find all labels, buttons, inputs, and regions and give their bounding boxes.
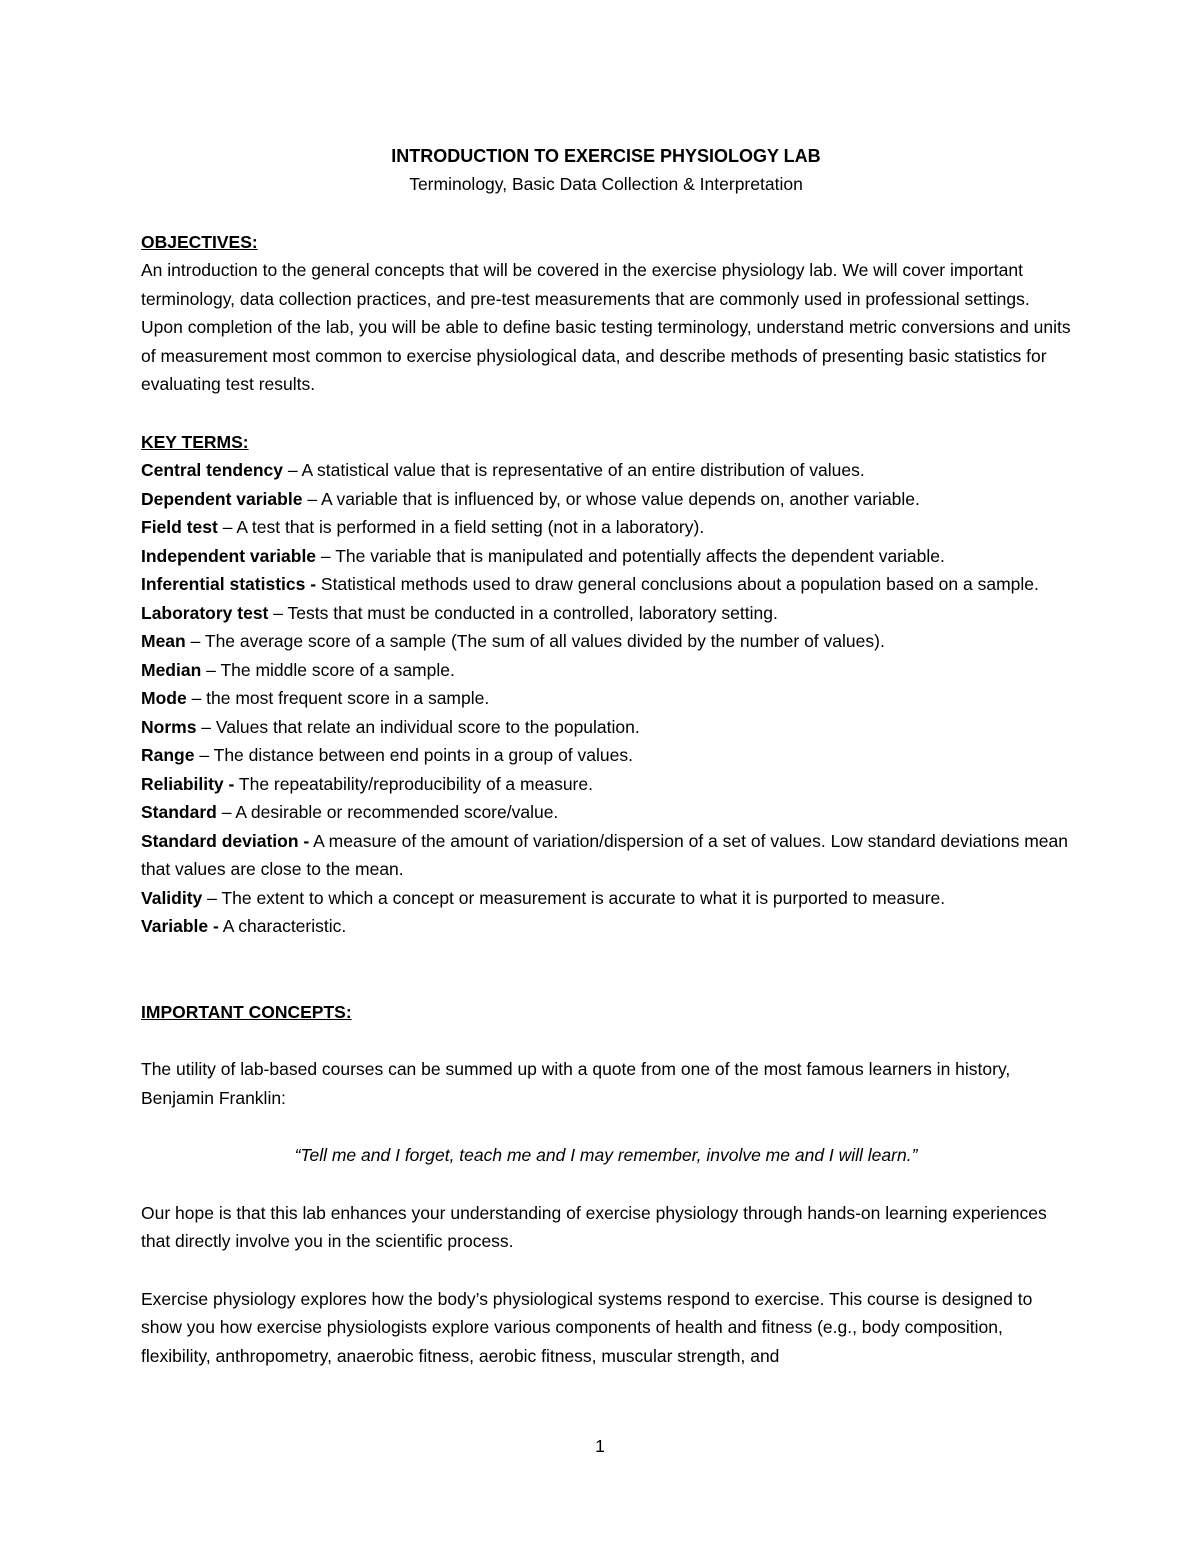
key-term-item [141, 456, 1071, 485]
key-term-definition: The repeatability/reproducibility of a measure. [234, 773, 593, 794]
key-term: Independent variable [141, 545, 317, 566]
key-term: Standard deviation - [141, 830, 310, 851]
key-term-definition: Statistical methods used to draw general conclusions about a population based on a sample. [316, 574, 1039, 594]
key-term-definition: – The extent to which a concept or measurement is accurate to what it is purported to measure. [202, 887, 946, 908]
key-term-definition: – The middle score of a sample. [201, 659, 455, 680]
key-term-definition: A characteristic. [218, 916, 347, 936]
key-term-item [141, 798, 1071, 827]
key-term: Inferential statistics - [141, 574, 317, 594]
key-term: Laboratory test [141, 602, 269, 623]
key-term: Mode [141, 688, 187, 708]
key-terms-heading: KEY TERMS: [141, 431, 249, 452]
key-term: Reliability - [141, 773, 235, 794]
key-term-definition: – The variable that is manipulated and potentially affects the dependent variable. [316, 545, 945, 566]
key-term-definition: – the most frequent score in a sample. [186, 688, 490, 708]
page-number: 1 [595, 1436, 605, 1456]
key-term-definition: – The average score of a sample (The sum of all values divided by the number of values). [185, 631, 885, 651]
key-term-item [141, 827, 1071, 884]
key-term-definition: – The distance between end points in a group of values. [194, 745, 633, 765]
objectives-text: An introduction to the general concepts that will be covered in the exercise physiology lab. We will cover important terminology, data collection practices, and pre-test measurements that are commonly used in professional settings. Upon completion of the lab, you will be able to define basic testing terminology, understand metric conversions and units of measurement most common to exercise physiological data, and describe methods of presenting basic statistics for evaluating test results. [141, 260, 1071, 394]
key-term-definition: – A desirable or recommended score/value. [216, 802, 559, 822]
key-term-item [141, 570, 1071, 599]
key-term-item [141, 627, 1071, 656]
document-subtitle: Terminology, Basic Data Collection & Interpretation [409, 174, 803, 194]
key-term-item [141, 741, 1071, 770]
key-term-item [141, 884, 1071, 913]
key-term-definition: – A statistical value that is representative of an entire distribution of values. [282, 460, 865, 480]
key-term-definition: – Tests that must be conducted in a controlled, laboratory setting. [268, 602, 778, 623]
franklin-quote: “Tell me and I forget, teach me and I may remember, involve me and I will learn.” [294, 1145, 918, 1165]
key-term-definition: A measure of the amount of variation/dispersion of a set of values. Low standard deviations mean that values are close to the mean. [141, 830, 1068, 879]
key-term-item [141, 684, 1071, 713]
key-term-item [141, 770, 1071, 799]
key-term-definition: – A test that is performed in a field setting (not in a laboratory). [217, 517, 705, 537]
key-term: Validity [141, 887, 203, 908]
key-term: Mean [141, 631, 186, 651]
key-term-item [141, 713, 1071, 742]
concepts-paragraph: Exercise physiology explores how the body’s physiological systems respond to exercise. This course is designed to show you how exercise physiologists explore various components of health and fitness (e.g., body composition, flexibility, anthropometry, anaerobic fitness, aerobic fitness, muscular strength, and [141, 1288, 1033, 1366]
key-term: Dependent variable [141, 488, 303, 509]
important-concepts-heading: IMPORTANT CONCEPTS: [141, 1001, 352, 1022]
document-body [141, 142, 1071, 1370]
concepts-paragraph: Our hope is that this lab enhances your understanding of exercise physiology through hands-on learning experiences that directly involve you in the scientific process. [141, 1202, 1047, 1251]
key-term: Field test [141, 517, 218, 537]
key-term-item [141, 542, 1071, 571]
key-term-definition: – A variable that is influenced by, or whose value depends on, another variable. [302, 488, 920, 509]
key-term: Range [141, 745, 195, 765]
concepts-paragraph: The utility of lab-based courses can be summed up with a quote from one of the most famous learners in history, Benjamin Franklin: [141, 1059, 1011, 1108]
key-term-item [141, 513, 1071, 542]
document-title: INTRODUCTION TO EXERCISE PHYSIOLOGY LAB [391, 146, 821, 166]
key-term-item [141, 912, 1071, 941]
key-term: Central tendency [141, 460, 283, 480]
objectives-heading: OBJECTIVES: [141, 231, 258, 252]
key-term-definition: – Values that relate an individual score to the population. [196, 716, 640, 737]
key-term-item [141, 485, 1071, 514]
key-term: Standard [141, 802, 217, 822]
key-term: Norms [141, 716, 197, 737]
key-term: Variable - [141, 916, 219, 936]
key-term-item [141, 599, 1071, 628]
key-term: Median [141, 659, 202, 680]
key-term-item [141, 656, 1071, 685]
key-terms-list [141, 456, 1071, 941]
